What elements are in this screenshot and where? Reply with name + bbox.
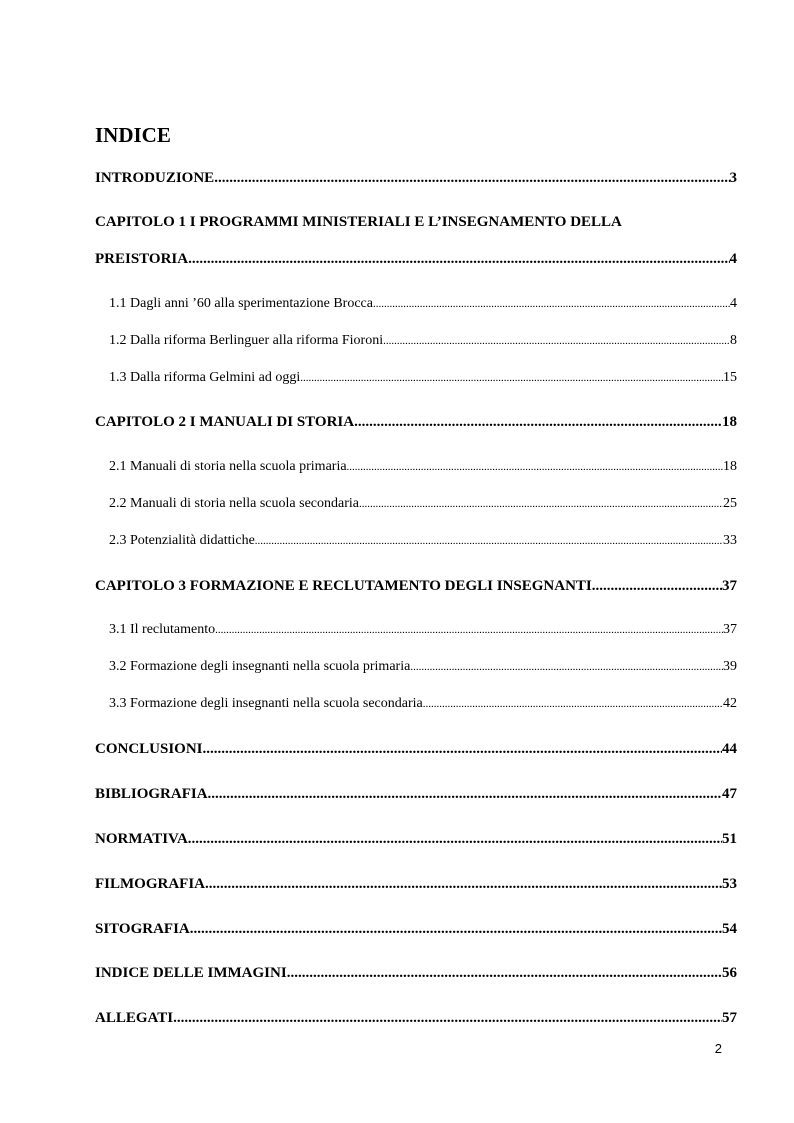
- toc-entry-title: 3.2 Formazione degli insegnanti nella scuola primaria: [109, 659, 411, 674]
- toc-entry-2-3[interactable]: [109, 531, 737, 551]
- toc-entry-page: 54: [722, 921, 737, 937]
- toc-entry-title: 1.1 Dagli anni ’60 alla sperimentazione Brocca: [109, 296, 373, 311]
- toc-entry-2-2[interactable]: [109, 494, 737, 514]
- toc-entry-page: 15: [723, 370, 737, 385]
- toc-dot-leader: [300, 368, 723, 388]
- toc-entry-page: 53: [722, 876, 737, 892]
- toc-entry-page: 39: [723, 659, 737, 674]
- toc-entry-normativa[interactable]: [95, 829, 737, 849]
- toc-entry-3-2[interactable]: [109, 657, 737, 677]
- toc-entry-title: 2.3 Potenzialità didattiche: [109, 533, 255, 548]
- toc-entry-title: 1.2 Dalla riforma Berlinguer alla riforma Fioroni: [109, 333, 384, 348]
- toc-entry-page: 8: [730, 333, 737, 348]
- toc-entry-page: 56: [722, 965, 737, 981]
- toc-entry-page: 44: [722, 741, 737, 757]
- toc-entry-3-1[interactable]: [109, 620, 737, 640]
- toc-dot-leader: [347, 457, 723, 477]
- toc-entry-title: INTRODUZIONE: [95, 170, 215, 186]
- toc-entry-1-1[interactable]: [109, 294, 737, 314]
- toc-entry-page: 4: [729, 251, 737, 267]
- toc-entry-sitografia[interactable]: [95, 919, 737, 939]
- toc-entry-title: ALLEGATI: [95, 1010, 174, 1026]
- toc-entry-title: CONCLUSIONI: [95, 741, 203, 757]
- toc-entry-allegati[interactable]: [95, 1008, 737, 1028]
- toc-dot-leader: [255, 531, 723, 551]
- toc-dot-leader: [214, 168, 729, 188]
- toc-entry-1-2[interactable]: [109, 331, 737, 351]
- toc-entry-capitolo-1-line1[interactable]: CAPITOLO 1 I PROGRAMMI MINISTERIALI E L’INSEGNAMENTO DELLA: [95, 214, 622, 230]
- toc-dot-leader: [354, 412, 722, 432]
- toc-dot-leader: [423, 694, 723, 714]
- toc-dot-leader: [205, 874, 722, 894]
- toc-entry-page: 37: [723, 622, 737, 637]
- toc-dot-leader: [410, 657, 723, 677]
- toc-entry-page: 25: [723, 496, 737, 511]
- toc-entry-page: 42: [723, 696, 737, 711]
- toc-entry-page: 57: [722, 1010, 737, 1026]
- toc-entry-bibliografia[interactable]: [95, 784, 737, 804]
- toc-dot-leader: [173, 1008, 722, 1028]
- toc-entry-title: BIBLIOGRAFIA: [95, 786, 208, 802]
- toc-dot-leader: [190, 919, 722, 939]
- toc-dot-leader: [203, 739, 722, 759]
- toc-entry-title: CAPITOLO 2 I MANUALI DI STORIA: [95, 414, 355, 430]
- toc-dot-leader: [373, 294, 730, 314]
- toc-entry-title: 2.1 Manuali di storia nella scuola primaria: [109, 459, 347, 474]
- toc-entry-3-3[interactable]: [109, 694, 737, 714]
- page-number: 2: [714, 1041, 722, 1056]
- toc-entry-page: 47: [722, 786, 737, 802]
- toc-heading: INDICE: [95, 123, 171, 147]
- toc-dot-leader: [592, 576, 722, 596]
- toc-entry-title: SITOGRAFIA: [95, 921, 190, 937]
- toc-entry-title: FILMOGRAFIA: [95, 876, 205, 892]
- toc-entry-title: 3.1 Il reclutamento: [109, 622, 216, 637]
- toc-entry-1-3[interactable]: [109, 368, 737, 388]
- toc-entry-2-1[interactable]: [109, 457, 737, 477]
- toc-entry-capitolo-2[interactable]: [95, 412, 737, 432]
- toc-dot-leader: [208, 784, 722, 804]
- toc-dot-leader: [383, 331, 730, 351]
- toc-dot-leader: [188, 829, 722, 849]
- toc-dot-leader: [359, 494, 723, 514]
- toc-entry-page: 51: [722, 831, 737, 847]
- toc-entry-title: 1.3 Dalla riforma Gelmini ad oggi: [109, 370, 301, 385]
- toc-entry-introduzione[interactable]: [95, 168, 737, 188]
- toc-entry-capitolo-3[interactable]: [95, 576, 737, 596]
- toc-entry-indice-delle-immagini[interactable]: [95, 963, 737, 983]
- toc-dot-leader: [188, 249, 729, 269]
- toc-entry-page: 4: [730, 296, 737, 311]
- toc-entry-conclusioni[interactable]: [95, 739, 737, 759]
- toc-entry-title: INDICE DELLE IMMAGINI: [95, 965, 287, 981]
- toc-entry-page: 18: [722, 414, 737, 430]
- toc-entry-title: NORMATIVA: [95, 831, 188, 847]
- toc-entry-filmografia[interactable]: [95, 874, 737, 894]
- toc-entry-title: 3.3 Formazione degli insegnanti nella scuola secondaria: [109, 696, 423, 711]
- toc-dot-leader: [215, 620, 723, 640]
- toc-entry-page: 37: [722, 578, 737, 594]
- toc-entry-page: 33: [723, 533, 737, 548]
- toc-entry-page: 3: [729, 170, 737, 186]
- toc-entry-title: CAPITOLO 3 FORMAZIONE E RECLUTAMENTO DEGLI INSEGNANTI: [95, 578, 592, 594]
- toc-entry-title: 2.2 Manuali di storia nella scuola secondaria: [109, 496, 359, 511]
- toc-entry-title: PREISTORIA: [95, 251, 189, 267]
- toc-entry-page: 18: [723, 459, 737, 474]
- toc-dot-leader: [287, 963, 722, 983]
- toc-entry-capitolo-1[interactable]: [95, 249, 737, 269]
